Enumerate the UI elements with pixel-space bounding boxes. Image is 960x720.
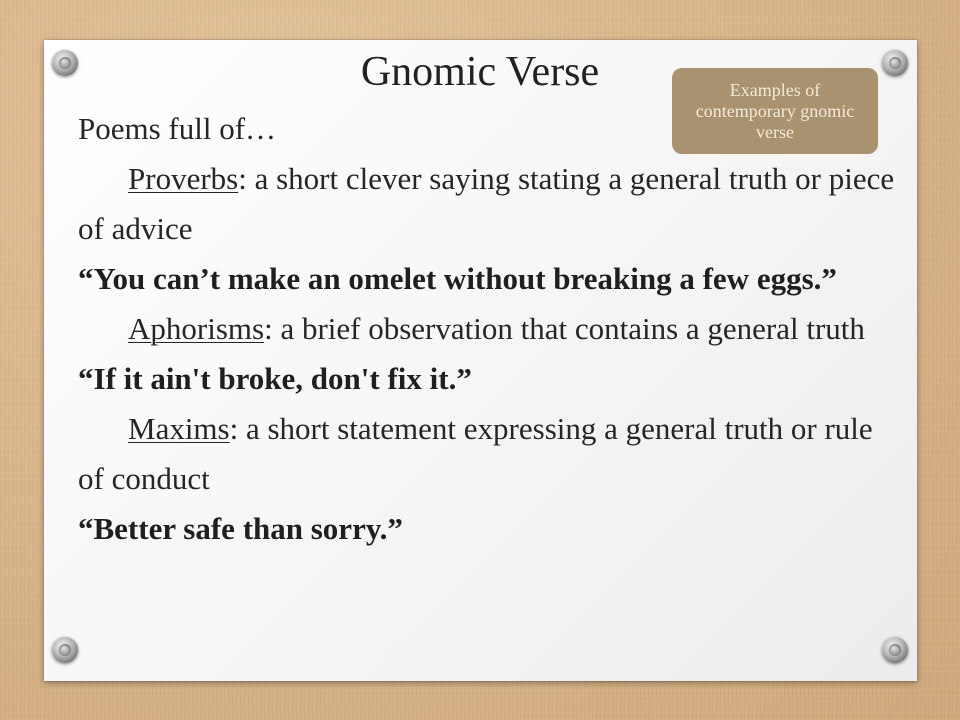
pushpin-icon xyxy=(882,637,908,663)
definition-text: : a short statement expressing a general truth or rule of conduct xyxy=(78,411,873,496)
definition-text: : a brief observation that contains a general truth xyxy=(264,311,865,346)
pushpin-icon xyxy=(52,637,78,663)
term-maxims: Maxims xyxy=(128,411,230,446)
aphorisms-definition xyxy=(78,304,898,354)
term-aphorisms: Aphorisms xyxy=(128,311,265,346)
definition-text: : a short clever saying stating a general truth or piece of advice xyxy=(78,161,895,246)
maxim-quote: “Better safe than sorry.” xyxy=(78,511,403,546)
intro-text: Poems full of… xyxy=(78,111,277,146)
callout-text: Examples of contemporary gnomic verse xyxy=(695,79,855,142)
slide-body xyxy=(78,104,898,554)
aphorism-quote: “If it ain't broke, don't fix it.” xyxy=(78,361,472,396)
proverbs-definition xyxy=(78,154,898,254)
slide-title: Gnomic Verse xyxy=(360,49,600,95)
maxims-definition xyxy=(78,404,898,504)
term-proverbs: Proverbs xyxy=(128,161,239,196)
proverb-quote: “You can’t make an omelet without breaking a few eggs.” xyxy=(78,261,837,296)
